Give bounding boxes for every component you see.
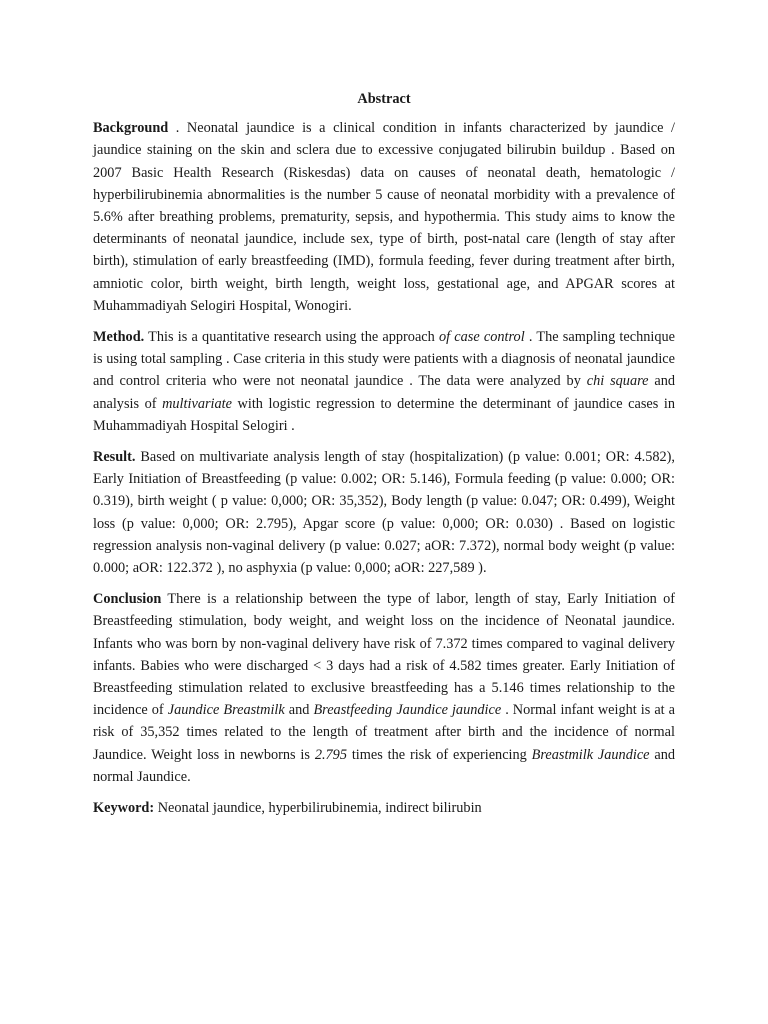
abstract-title: Abstract (357, 91, 411, 107)
keyword-paragraph (93, 797, 675, 819)
conclusion-paragraph (93, 588, 675, 788)
method-text-1: This is a quantitative research using the approach (144, 329, 439, 346)
method-italic-multivariate: multivariate (162, 395, 232, 412)
result-paragraph (93, 446, 675, 579)
method-text-4: with logistic regression to determine the determinant of jaundice cases in Muhammadiyah Hospital Selogiri . (93, 395, 675, 434)
conclusion-text-5: and normal Jaundice. (93, 746, 675, 785)
conclusion-text-4: times the risk of experiencing (346, 746, 532, 763)
conclusion-text-3: . Normal infant weight is at a risk of 35,352 times related to the length of treatment after birth and the incidence of normal Jaundice. Weight loss in newborns is (93, 702, 675, 763)
conclusion-text-2: and (284, 702, 314, 719)
method-italic-chi-square: chi square (586, 373, 649, 390)
conclusion-italic-2795: 2.795 (314, 746, 347, 763)
conclusion-italic-breastmilk-jaundice: Breastmilk Jaundice (531, 746, 650, 763)
keyword-label: Keyword: (93, 800, 155, 817)
document-page (93, 88, 675, 828)
method-text-2: . The sampling technique is using total sampling . Case criteria in this study were patients with a diagnosis of neonatal jaundice and control criteria who were not neonatal jaundice . The data were analyzed by (93, 329, 675, 390)
conclusion-label: Conclusion (93, 591, 162, 608)
background-text: . Neonatal jaundice is a clinical condition in infants characterized by jaundice / jaundice staining on the skin and sclera due to excessive conjugated bilirubin buildup . Based on 2007 Basic Health Research (Riskesdas) data on causes of neonatal death, hematologic / hyperbilirubinemia abnormalities is the number 5 cause of neonatal morbidity with a prevalence of 5.6% after breathing problems, prematurity, sepsis, and hypothermia. This study aims to know the determinants of neonatal jaundice, include sex, type of birth, post-natal care (length of stay after birth), stimulation of early breastfeeding (IMD), formula feeding, fever during treatment after birth, amniotic color, birth weight, birth length, weight loss, gestational age, and APGAR scores at Muhammadiyah Selogiri Hospital, Wonogiri. (93, 120, 675, 314)
method-label: Method. (93, 329, 145, 346)
background-label: Background (93, 120, 169, 137)
background-paragraph (93, 117, 675, 317)
method-text-3: and analysis of (93, 373, 676, 412)
keyword-text: Neonatal jaundice, hyperbilirubinemia, indirect bilirubin (154, 800, 482, 817)
result-text: Based on multivariate analysis length of stay (hospitalization) (p value: 0.001; OR: 4.582), Early Initiation of Breastfeeding (p value: 0.002; OR: 5.146), Formula feeding (p value: 0.000; OR: 0.319), birth weight ( p value: 0,000; OR: 35,352), Body length (p value: 0.047; OR: 0.499), Weight loss (p value: 0,000; OR: 2.795), Apgar score (p value: 0,000; OR: 0.030) . Based on logistic regression analysis non-vaginal delivery (p value: 0.027; aOR: 7.372), normal body weight (p value: 0.000; aOR: 122.372 ), no asphyxia (p value: 0,000; aOR: 227,589 ). (93, 449, 675, 577)
conclusion-italic-jaundice-breastmilk: Jaundice Breastmilk (167, 702, 285, 719)
method-paragraph (93, 326, 675, 437)
conclusion-text-1: There is a relationship between the type of labor, length of stay, Early Initiation of Breastfeeding stimulation, body weight, and weight loss on the incidence of Neonatal jaundice. Infants who was born by non-vaginal delivery have risk of 7.372 times compared to vaginal delivery infants. Babies who were discharged < 3 days had a risk of 4.582 times greater. Early Initiation of Breastfeeding stimulation related to exclusive breastfeeding has a 5.146 times relationship to the incidence of (93, 591, 675, 719)
result-label: Result. (93, 449, 136, 466)
method-italic-case-control: of case control (438, 329, 525, 346)
conclusion-italic-breastfeeding-jaundice: Breastfeeding Jaundice jaundice (313, 702, 502, 719)
